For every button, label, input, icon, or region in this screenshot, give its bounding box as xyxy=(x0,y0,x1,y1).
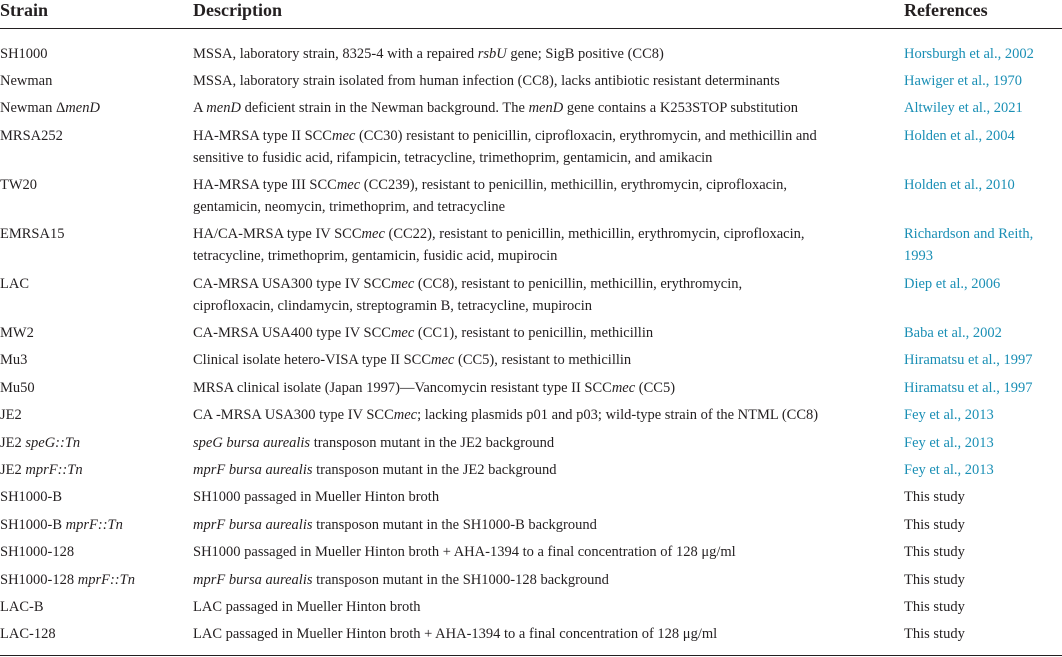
text-segment: LAC-128 xyxy=(0,626,56,642)
reference-link[interactable] xyxy=(904,377,1062,399)
reference-link[interactable] xyxy=(904,459,1062,481)
description-cell xyxy=(193,322,863,344)
strain-cell xyxy=(0,541,185,563)
italic-text: mec xyxy=(390,276,415,292)
text-segment: Mu3 xyxy=(0,352,28,368)
reference-text[interactable]: Richardson and Reith, xyxy=(904,226,1034,242)
strain-cell xyxy=(0,596,185,618)
italic-text: menD xyxy=(206,100,241,116)
reference-cell xyxy=(904,623,1062,645)
reference-link[interactable] xyxy=(904,223,1062,267)
strain-cell xyxy=(0,377,185,399)
reference-link[interactable] xyxy=(904,322,1062,344)
strain-cell xyxy=(0,486,185,508)
description-cell xyxy=(193,125,863,169)
text-segment: transposon mutant in the JE2 background xyxy=(312,462,557,478)
italic-text: mprF::Tn xyxy=(25,462,83,478)
strain-cell xyxy=(0,322,185,344)
text-segment: MRSA252 xyxy=(0,128,63,144)
reference-cell xyxy=(904,541,1062,563)
reference-text[interactable]: 1993 xyxy=(904,248,933,264)
italic-text: mprF::Tn xyxy=(65,517,123,533)
reference-link[interactable] xyxy=(904,97,1062,119)
italic-text: mec xyxy=(361,226,385,242)
text-segment: transposon mutant in the JE2 background xyxy=(310,435,555,451)
description-cell xyxy=(193,349,863,371)
text-segment: sensitive to fusidic acid, rifampicin, tetracycline, trimethoprim, gentamicin, and amikacin xyxy=(193,150,713,166)
text-segment: Newman Δ xyxy=(0,100,66,116)
strain-cell xyxy=(0,70,185,92)
italic-text: mec xyxy=(331,128,356,144)
strain-cell xyxy=(0,273,185,295)
strain-cell xyxy=(0,432,185,454)
text-segment: (CC5), resistant to methicillin xyxy=(454,352,632,368)
reference-text[interactable]: Holden et al., 2004 xyxy=(904,128,1015,144)
header-rule xyxy=(0,28,1062,29)
description-cell xyxy=(193,514,863,536)
text-segment: JE2 xyxy=(0,435,26,451)
text-segment: deficient strain in the Newman background. The xyxy=(240,100,529,116)
italic-text: mprF bursa aurealis xyxy=(193,462,313,478)
reference-text[interactable]: Holden et al., 2010 xyxy=(904,177,1015,193)
reference-link[interactable] xyxy=(904,125,1062,147)
text-segment: LAC xyxy=(0,276,29,292)
reference-text[interactable]: Altwiley et al., 2021 xyxy=(904,100,1023,116)
text-segment: CA-MRSA USA300 type IV SCC xyxy=(193,276,391,292)
reference-text: This study xyxy=(904,517,965,533)
description-cell xyxy=(193,541,863,563)
header-strain: Strain xyxy=(0,0,49,20)
reference-text[interactable]: Fey et al., 2013 xyxy=(904,435,994,451)
reference-cell xyxy=(904,569,1062,591)
description-cell xyxy=(193,223,863,267)
header-description: Description xyxy=(193,0,282,20)
reference-text: This study xyxy=(904,489,965,505)
text-segment: TW20 xyxy=(0,177,38,193)
text-segment: EMRSA15 xyxy=(0,226,65,242)
description-cell xyxy=(193,459,863,481)
description-cell xyxy=(193,174,863,218)
reference-text: This study xyxy=(904,544,965,560)
text-segment: CA -MRSA USA300 type IV SCC xyxy=(193,407,394,423)
text-segment: SH1000-128 xyxy=(0,572,78,588)
text-segment: MSSA, laboratory strain, 8325-4 with a repaired xyxy=(193,46,478,62)
reference-text[interactable]: Diep et al., 2006 xyxy=(904,276,1001,292)
description-cell xyxy=(193,486,863,508)
text-segment: (CC8), resistant to penicillin, methicillin, erythromycin, xyxy=(414,276,743,292)
reference-text[interactable]: Hiramatsu et al., 1997 xyxy=(904,380,1033,396)
text-segment: (CC1), resistant to penicillin, methicillin xyxy=(414,325,654,341)
italic-text: menD xyxy=(528,100,564,116)
description-cell xyxy=(193,70,863,92)
reference-link[interactable] xyxy=(904,349,1062,371)
italic-text: speG::Tn xyxy=(25,435,81,451)
strain-cell xyxy=(0,125,185,147)
italic-text: mprF bursa aurealis xyxy=(193,572,313,588)
text-segment: tetracycline, trimethoprim, gentamicin, fusidic acid, mupirocin xyxy=(193,248,558,264)
strain-cell xyxy=(0,174,185,196)
text-segment: MW2 xyxy=(0,325,34,341)
reference-text[interactable]: Horsburgh et al., 2002 xyxy=(904,46,1034,62)
text-segment: ciprofloxacin, clindamycin, streptogramin B, tetracycline, mupirocin xyxy=(193,298,593,314)
text-segment: CA-MRSA USA400 type IV SCC xyxy=(193,325,391,341)
description-cell xyxy=(193,569,863,591)
reference-text[interactable]: Fey et al., 2013 xyxy=(904,462,994,478)
description-cell xyxy=(193,432,863,454)
reference-link[interactable] xyxy=(904,432,1062,454)
italic-text: mprF bursa aurealis xyxy=(193,517,313,533)
text-segment: SH1000-128 xyxy=(0,544,75,560)
description-cell xyxy=(193,97,863,119)
strain-cell xyxy=(0,623,185,645)
description-cell xyxy=(193,377,863,399)
text-segment: A xyxy=(193,100,207,116)
reference-text[interactable]: Fey et al., 2013 xyxy=(904,407,994,423)
text-segment: JE2 xyxy=(0,462,26,478)
strain-cell xyxy=(0,569,185,591)
reference-text[interactable]: Hiramatsu et al., 1997 xyxy=(904,352,1033,368)
strain-cell xyxy=(0,459,185,481)
text-segment: (CC5) xyxy=(635,380,676,396)
reference-text: This study xyxy=(904,599,965,615)
italic-text: mec xyxy=(611,380,636,396)
reference-cell xyxy=(904,596,1062,618)
text-segment: SH1000 passaged in Mueller Hinton broth xyxy=(193,489,440,505)
text-segment: Newman xyxy=(0,73,53,89)
reference-cell xyxy=(904,486,1062,508)
strain-cell xyxy=(0,43,185,65)
reference-link[interactable] xyxy=(904,70,1062,92)
text-segment: HA-MRSA type III SCC xyxy=(193,177,337,193)
description-cell xyxy=(193,623,863,645)
text-segment: SH1000 xyxy=(0,46,48,62)
reference-link[interactable] xyxy=(904,273,1062,295)
italic-text: mec xyxy=(336,177,361,193)
strain-cell xyxy=(0,404,185,426)
italic-text: rsbU xyxy=(477,46,507,62)
reference-text[interactable]: Baba et al., 2002 xyxy=(904,325,1002,341)
text-segment: Clinical isolate hetero-VISA type II SCC xyxy=(193,352,432,368)
italic-text: speG bursa aurealis xyxy=(193,435,311,451)
strain-cell xyxy=(0,223,185,245)
italic-text: mec xyxy=(431,352,455,368)
text-segment: LAC passaged in Mueller Hinton broth + AHA-1394 to a final concentration of 128 μg/ml xyxy=(193,626,718,642)
description-cell xyxy=(193,273,863,317)
description-cell xyxy=(193,596,863,618)
text-segment: SH1000 passaged in Mueller Hinton broth + AHA-1394 to a final concentration of 128 μg/ml xyxy=(193,544,736,560)
text-segment: gentamicin, neomycin, trimethoprim, and tetracycline xyxy=(193,199,506,215)
reference-text[interactable]: Hawiger et al., 1970 xyxy=(904,73,1022,89)
text-segment: gene contains a K253STOP substitution xyxy=(563,100,799,116)
strain-cell xyxy=(0,97,185,119)
description-cell xyxy=(193,43,863,65)
text-segment: SH1000-B xyxy=(0,517,66,533)
text-segment: Mu50 xyxy=(0,380,35,396)
italic-text: mprF::Tn xyxy=(77,572,135,588)
text-segment: gene; SigB positive (CC8) xyxy=(506,46,664,62)
table-header xyxy=(0,0,1062,26)
text-segment: (CC239), resistant to penicillin, methicillin, erythromycin, ciprofloxacin, xyxy=(360,177,788,193)
italic-text: menD xyxy=(65,100,100,116)
text-segment: transposon mutant in the SH1000-B background xyxy=(312,517,597,533)
text-segment: transposon mutant in the SH1000-128 background xyxy=(312,572,609,588)
text-segment: MSSA, laboratory strain isolated from human infection (CC8), lacks antibiotic resistant determinants xyxy=(193,73,780,89)
text-segment: ; lacking plasmids p01 and p03; wild-type strain of the NTML (CC8) xyxy=(417,407,819,423)
description-cell xyxy=(193,404,863,426)
italic-text: mec xyxy=(390,325,415,341)
strain-cell xyxy=(0,349,185,371)
reference-link[interactable] xyxy=(904,174,1062,196)
text-segment: LAC-B xyxy=(0,599,44,615)
reference-link[interactable] xyxy=(904,43,1062,65)
italic-text: mec xyxy=(393,407,418,423)
text-segment: (CC30) resistant to penicillin, ciprofloxacin, erythromycin, and methicillin and xyxy=(355,128,817,144)
reference-link[interactable] xyxy=(904,404,1062,426)
strain-cell xyxy=(0,514,185,536)
header-references: References xyxy=(904,0,988,20)
text-segment: MRSA clinical isolate (Japan 1997)—Vancomycin resistant type II SCC xyxy=(193,380,612,396)
text-segment: HA/CA-MRSA type IV SCC xyxy=(193,226,362,242)
reference-text: This study xyxy=(904,626,965,642)
bottom-rule xyxy=(0,655,1062,656)
text-segment: LAC passaged in Mueller Hinton broth xyxy=(193,599,421,615)
text-segment: (CC22), resistant to penicillin, methicillin, erythromycin, ciprofloxacin, xyxy=(384,226,805,242)
reference-text: This study xyxy=(904,572,965,588)
text-segment: HA-MRSA type II SCC xyxy=(193,128,332,144)
text-segment: SH1000-B xyxy=(0,489,63,505)
reference-cell xyxy=(904,514,1062,536)
text-segment: JE2 xyxy=(0,407,22,423)
